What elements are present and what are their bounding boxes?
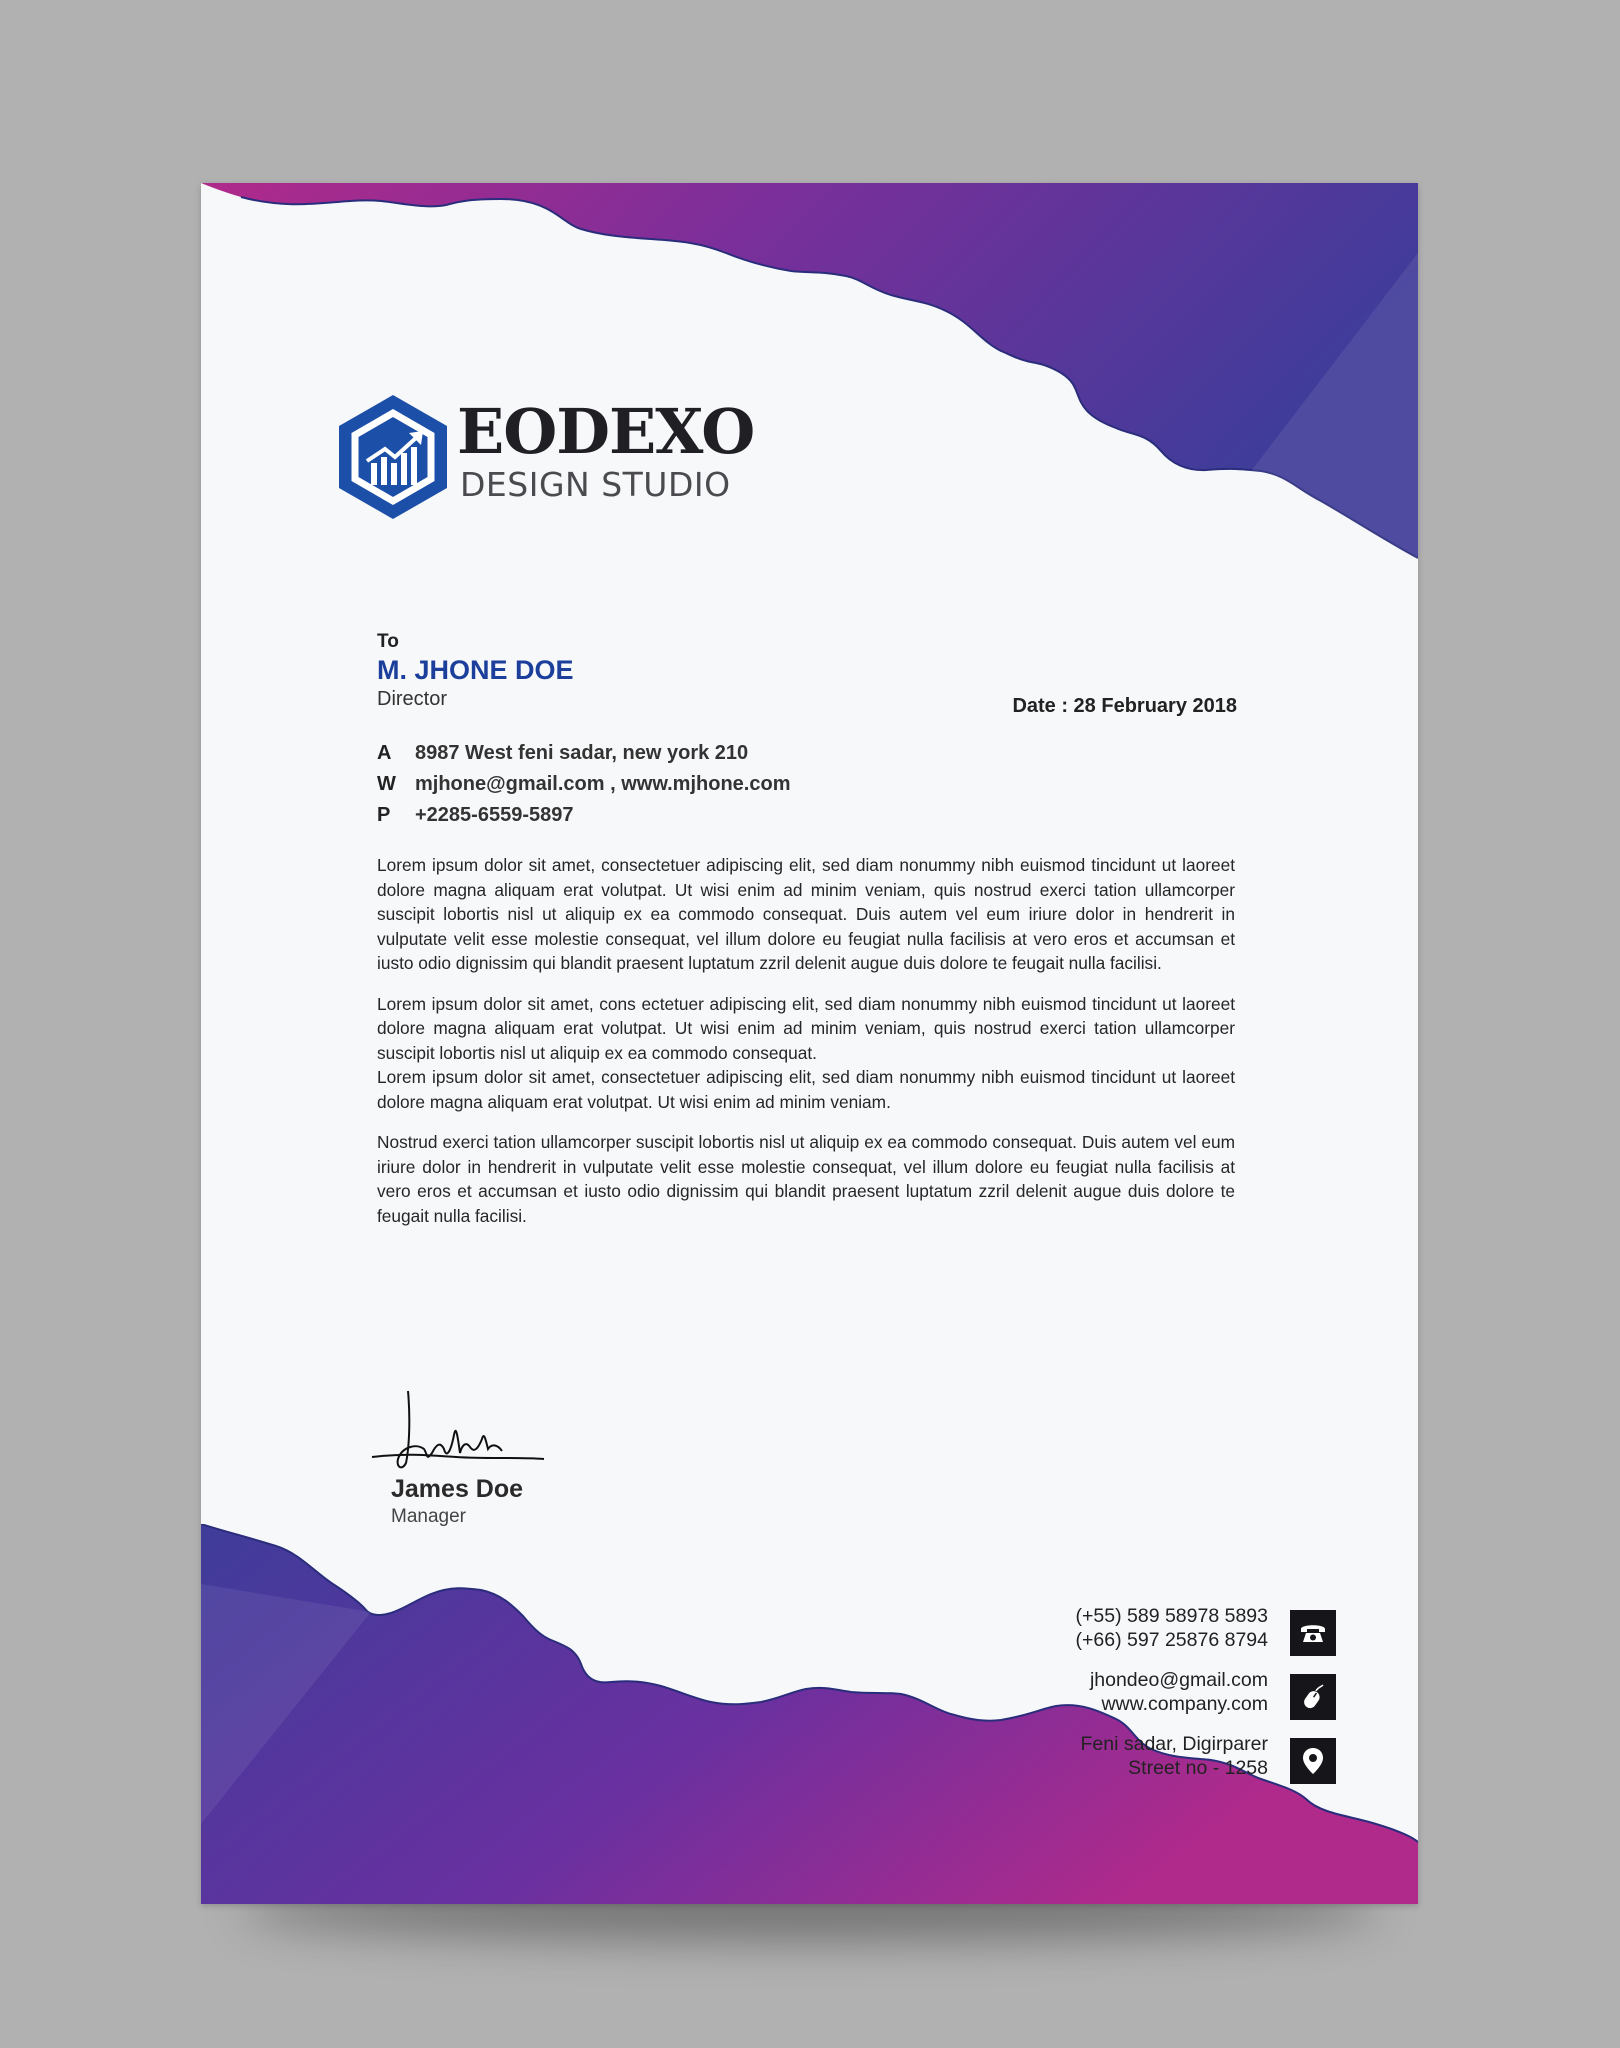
recipient-title: Director xyxy=(377,688,448,710)
brand-subtitle: DESIGN STUDIO xyxy=(460,465,731,504)
footer-web-text xyxy=(1090,1668,1268,1716)
footer-contact-block xyxy=(916,1604,1336,1796)
mouse-icon xyxy=(1290,1674,1336,1720)
footer-website: www.company.com xyxy=(1101,1693,1268,1715)
footer-phone-line: (+66) 597 25876 8794 xyxy=(1075,1629,1268,1651)
growth-chart-hexagon-icon xyxy=(329,393,457,521)
contact-value: mjhone@gmail.com , www.mjhone.com xyxy=(415,773,791,795)
contact-key: P xyxy=(377,804,391,826)
contact-key: A xyxy=(377,742,392,764)
footer-address xyxy=(916,1732,1336,1794)
contact-key: W xyxy=(377,773,396,795)
body-paragraph: Nostrud exerci tation ullamcorper suscipit lobortis nisl ut aliquip ex ea commodo consequat. Duis autem vel eum iriure dolor in hendrerit in vulputate velit esse molestie consequat, vel illum dolore eu feugiat nulla facilisis at vero eros et accumsan et iusto odio dignissim qui blandit praesent luptatum zzril delenit augue duis dolore te feugait nulla facilisi. xyxy=(377,1132,1235,1226)
letterhead-page xyxy=(201,183,1418,1904)
contact-row-web xyxy=(377,769,1077,800)
footer-address-line: Street no - 1258 xyxy=(1128,1757,1268,1779)
footer-phone-text xyxy=(1076,1604,1268,1652)
signer-name: James Doe xyxy=(391,1475,524,1503)
recipient-name: M. JHONE DOE xyxy=(377,655,574,685)
body-paragraph: Lorem ipsum dolor sit amet, consectetuer adipiscing elit, sed diam nonummy nibh euismod tincidunt ut laoreet dolore magna aliquam erat volutpat. Ut wisi enim ad minim veniam. xyxy=(377,1067,1235,1112)
brand-name: EODEXO xyxy=(457,395,755,468)
body-paragraph: Lorem ipsum dolor sit amet, cons ectetuer adipiscing elit, sed diam nonummy nibh euismod tincidunt ut laoreet dolore magna aliquam erat volutpat. Ut wisi enim ad minim veniam, quis nostrud exerci tation ullamcorper suscipit lobortis nisl ut aliquip ex ea commodo consequat. xyxy=(377,993,1235,1063)
contact-value: 8987 West feni sadar, new york 210 xyxy=(415,742,749,764)
footer-address-text xyxy=(1081,1732,1269,1780)
telephone-icon xyxy=(1290,1610,1336,1656)
contact-row-address xyxy=(377,738,1077,769)
location-pin-icon xyxy=(1290,1738,1336,1784)
footer-phone xyxy=(916,1604,1336,1666)
contact-value: +2285-6559-5897 xyxy=(415,804,574,826)
letter-date: Date : 28 February 2018 xyxy=(1012,695,1237,717)
recipient-block xyxy=(377,631,1237,717)
signer-role: Manager xyxy=(391,1506,466,1527)
footer-address-line: Feni sadar, Digirparer xyxy=(1080,1733,1268,1755)
handwritten-signature xyxy=(366,1383,556,1473)
body-paragraph: Lorem ipsum dolor sit amet, consectetuer adipiscing elit, sed diam nonummy nibh euismod tincidunt ut laoreet dolore magna aliquam erat volutpat. Ut wisi enim ad minim veniam, quis nostrud exerci tation ullamcorper suscipit lobortis nisl ut aliquip ex ea commodo consequat. Duis autem vel eum iriure dolor in hendrerit in vulputate velit esse molestie consequat, vel illum dolore eu feugiat nulla facilisis at vero eros et accumsan et iusto odio dignissim qui blandit praesent luptatum zzril delenit augue duis dolore te feugait nulla facilisi. xyxy=(377,855,1235,973)
contact-row-phone xyxy=(377,800,1077,831)
footer-web xyxy=(916,1668,1336,1730)
footer-email: jhondeo@gmail.com xyxy=(1089,1669,1268,1691)
to-label: To xyxy=(377,631,399,652)
footer-phone-line: (+55) 589 58978 5893 xyxy=(1075,1605,1268,1627)
signer-block xyxy=(391,1475,523,1528)
letter-body xyxy=(377,853,1235,1244)
recipient-contact-list xyxy=(377,738,1077,831)
